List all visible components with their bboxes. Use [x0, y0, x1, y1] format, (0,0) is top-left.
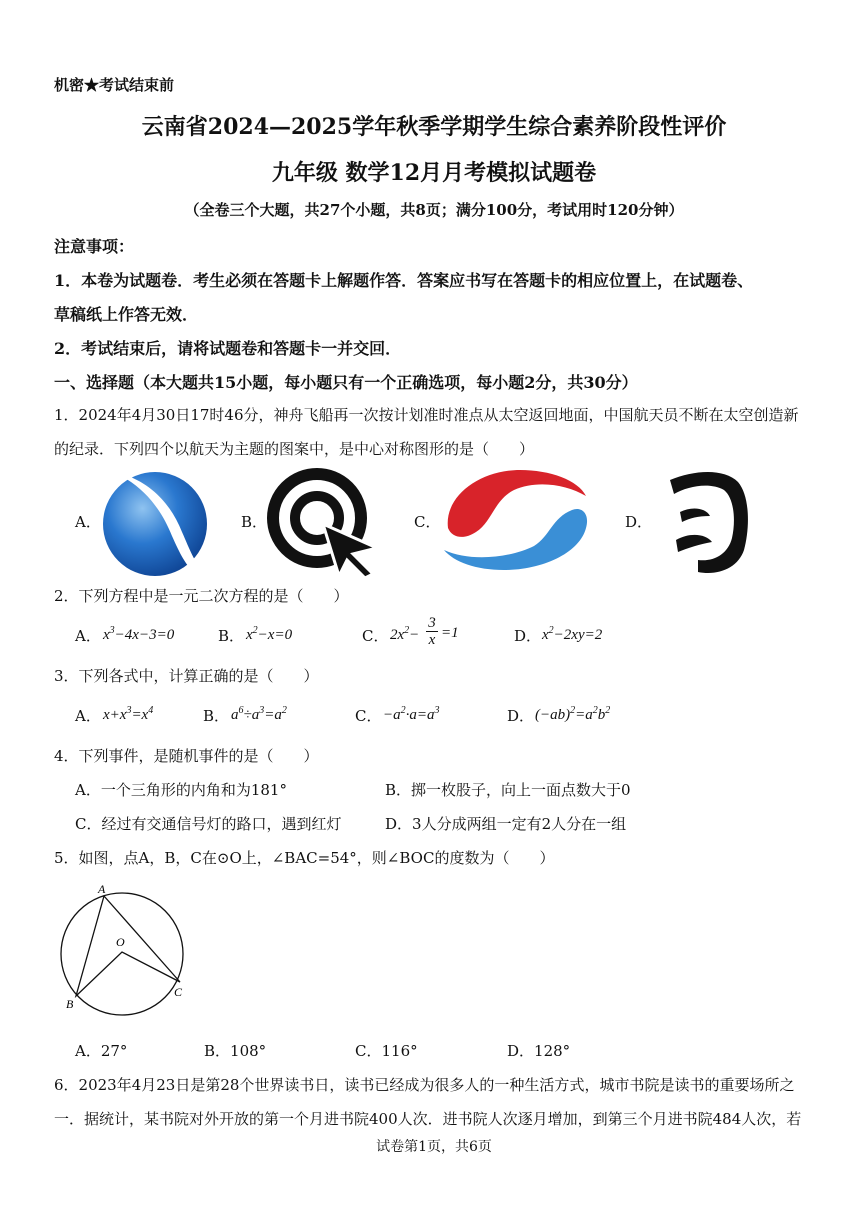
q1-option-c-label: C． [414, 513, 441, 531]
section-1-heading: 一、选择题（本大题共15小题，每小题只有一个正确选项，每小题2分，共30分） [54, 373, 638, 392]
point-a-label: A [98, 884, 106, 896]
q2-option-d-math: $x^2-2xy=2$ [542, 625, 603, 643]
q3-option-c-label: C． [355, 707, 382, 725]
q3-option-b-math: $a^6\div a^3=a^2$ [231, 705, 287, 723]
q4-option-a: A．一个三角形的内角和为181° [75, 781, 287, 799]
q6-line-1: 6．2023年4月23日是第28个世界读书日，读书已经成为很多人的一种生活方式，城市书院是读书的重要场所之 [54, 1076, 795, 1094]
q4-stem: 4．下列事件，是随机事件的是（ ） [54, 747, 319, 765]
q2-option-b-math: $x^2-x=0$ [246, 625, 293, 643]
note-2: 2．考试结束后，请将试题卷和答题卡一并交回． [54, 339, 402, 358]
q2-option-b-label: B． [218, 627, 245, 645]
q1-option-b-label: B． [241, 513, 268, 531]
q1-option-d-label: D． [625, 513, 653, 531]
q2-option-c-label: C． [362, 627, 389, 645]
page-footer: 试卷第1页，共6页 [376, 1139, 492, 1155]
point-o-label: O [116, 935, 125, 949]
calligraphy-logo-icon [654, 466, 754, 578]
target-cursor-icon [265, 466, 381, 578]
q5-option-a: A．27° [75, 1042, 128, 1060]
q5-option-d: D．128° [507, 1042, 571, 1060]
exam-title: 云南省2024—2025学年秋季学期学生综合素养阶段性评价 [141, 114, 727, 140]
q5-option-c: C．116° [355, 1042, 418, 1060]
exam-info: （全卷三个大题，共27个小题，共8页；满分100分，考试用时120分钟） [184, 201, 684, 219]
q2-option-a-label: A． [75, 627, 101, 645]
q2-stem: 2．下列方程中是一元二次方程的是（ ） [54, 587, 349, 605]
q3-option-a-label: A． [75, 707, 101, 725]
point-c-label: C [174, 985, 183, 999]
q2-option-d-label: D． [514, 627, 542, 645]
swirl-logo-icon [440, 466, 590, 572]
q2-option-c-math: $2x^2-$ [390, 625, 420, 643]
q3-stem: 3．下列各式中，计算正确的是（ ） [54, 667, 319, 685]
point-b-label: B [66, 997, 74, 1011]
q2-option-c-fraction: 3 x [426, 615, 438, 648]
q4-option-d: D．3人分成两组一定有2人分在一组 [385, 815, 627, 833]
q4-option-c: C．经过有交通信号灯的路口，遇到红灯 [75, 815, 342, 833]
q3-option-a-math: $x+x^3=x^4$ [103, 705, 154, 723]
q2-option-a-math: $x^3-4x-3=0$ [103, 625, 175, 643]
globe-logo-icon [100, 466, 212, 576]
q5-option-b: B．108° [204, 1042, 267, 1060]
q5-stem: 5．如图，点A，B，C在⊙O上，∠BAC=54°，则∠BOC的度数为（ ） [54, 849, 555, 867]
note-1-line-2: 草稿纸上作答无效． [54, 305, 199, 324]
q2-option-c-rest: =1 [441, 625, 459, 641]
circle-figure [52, 884, 197, 1016]
q1-line-2: 的纪录．下列四个以航天为主题的图案中，是中心对称图形的是（ ） [54, 440, 535, 458]
q3-option-d-math: $(-ab)^2=a^2b^2$ [535, 705, 611, 723]
q1-line-1: 1．2024年4月30日17时46分，神舟飞船再一次按计划准时准点从太空返回地面，中国航天员不断在太空创造新 [54, 406, 799, 424]
exam-subtitle: 九年级 数学12月月考模拟试题卷 [271, 160, 597, 186]
notes-heading: 注意事项： [54, 237, 135, 256]
q3-option-d-label: D． [507, 707, 535, 725]
q6-line-2: 一．据统计，某书院对外开放的第一个月进书院400人次．进书院人次逐月增加，到第三个月进书院484人次，若 [54, 1110, 802, 1128]
q3-option-c-math: $-a^2\cdot a=a^3$ [383, 705, 440, 723]
q3-option-b-label: B． [203, 707, 230, 725]
q4-option-b: B．掷一枚股子，向上一面点数大于0 [385, 781, 631, 799]
q1-option-a-label: A． [75, 513, 101, 531]
secret-label: 机密★考试结束前 [54, 76, 175, 94]
note-1-line-1: 1．本卷为试题卷．考生必须在答题卡上解题作答．答案应书写在答题卡的相应位置上，在试题卷、 [54, 271, 754, 290]
